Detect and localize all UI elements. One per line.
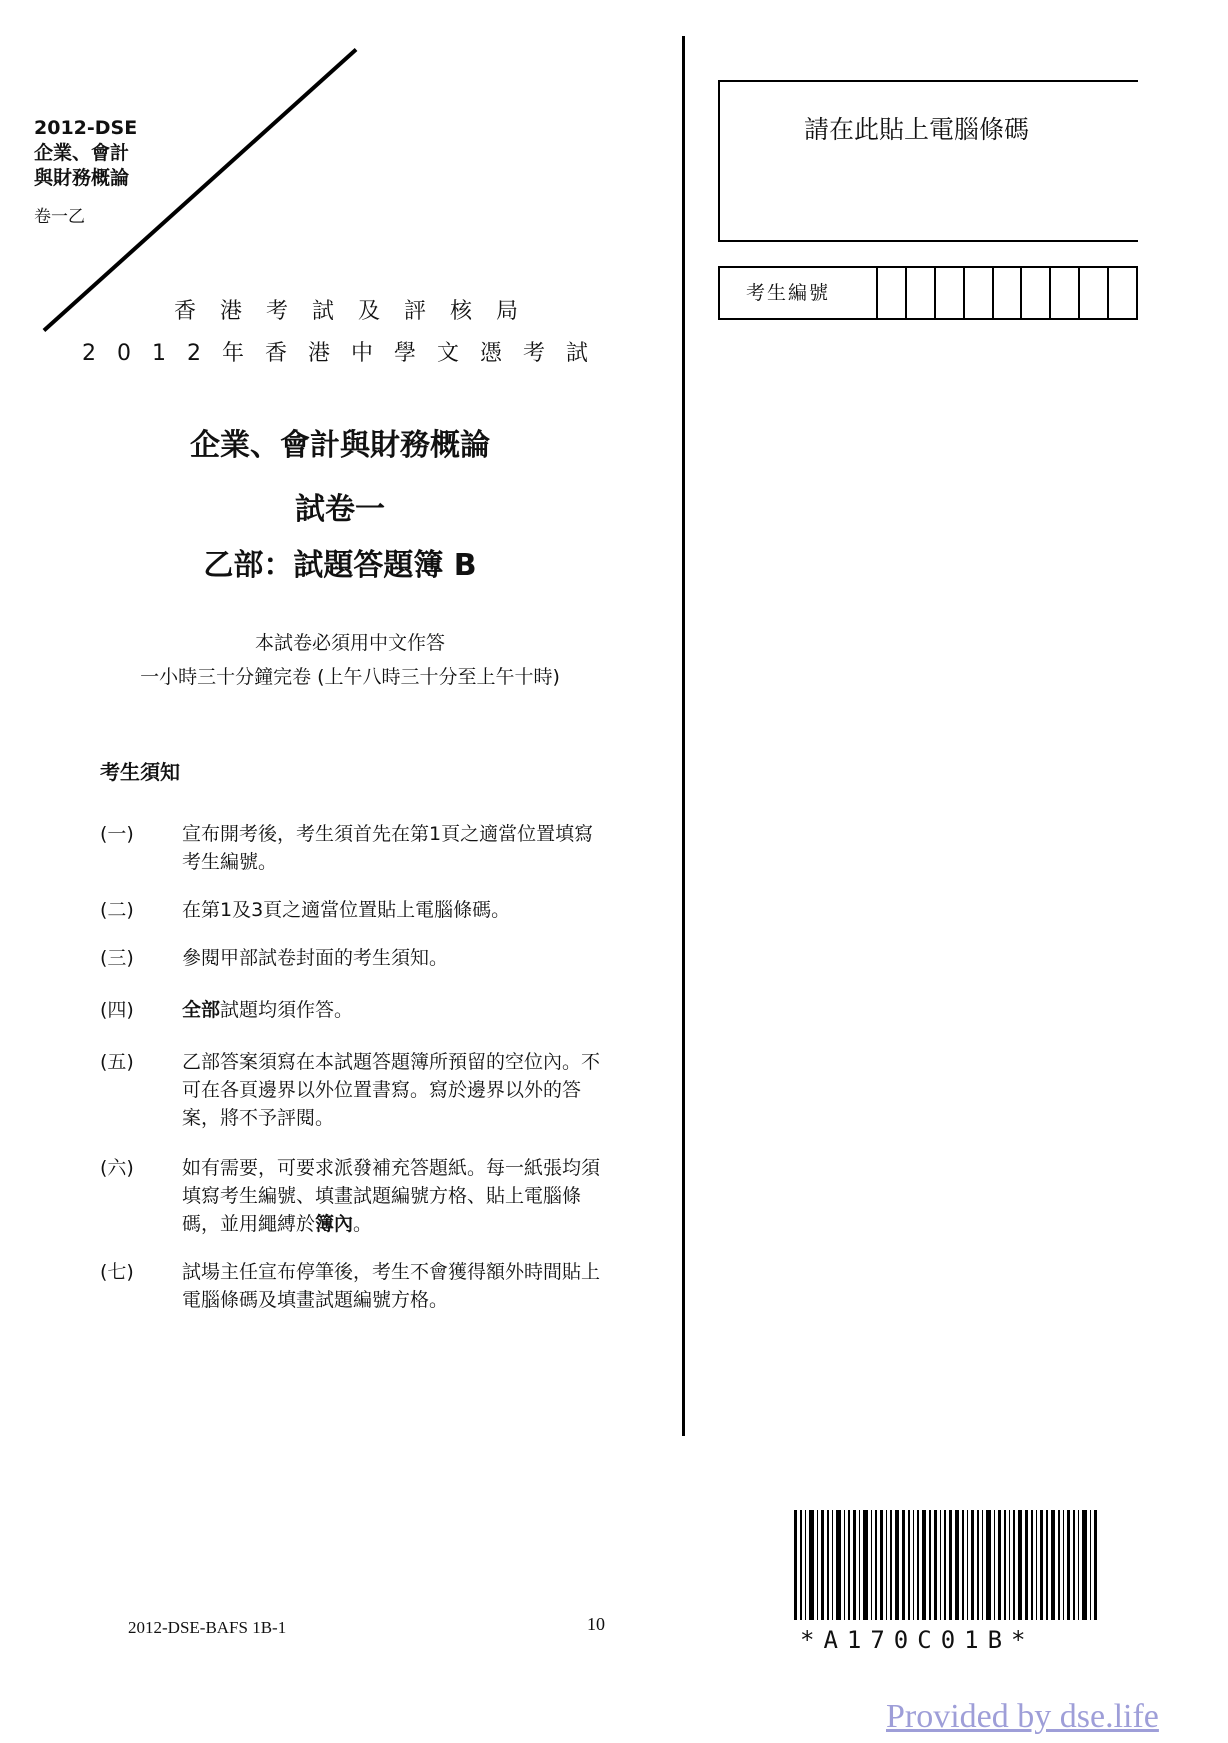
barcode-bar xyxy=(844,1510,846,1620)
barcode-bar xyxy=(1067,1510,1070,1620)
barcode-bar xyxy=(836,1510,841,1620)
barcode-bar xyxy=(1013,1510,1015,1620)
corner-subject-line1: 企業、會計 xyxy=(34,142,130,164)
barcode-bar xyxy=(817,1510,819,1620)
page-number: 10 xyxy=(587,1614,605,1634)
barcode-bar xyxy=(922,1510,927,1620)
barcode-bar xyxy=(967,1510,969,1620)
note-text: 在第1及3頁之適當位置貼上電腦條碼。 xyxy=(182,899,511,921)
barcode-bar xyxy=(998,1510,1001,1620)
barcode-bar xyxy=(977,1510,979,1620)
note-number: (六) xyxy=(100,1157,134,1179)
note-text: 宣布開考後，考生須首先在第1頁之適當位置填寫考生編號。 xyxy=(182,823,594,873)
note-text: 參閱甲部試卷封面的考生須知。 xyxy=(182,947,449,969)
barcode-bar xyxy=(908,1510,910,1620)
barcode-sticker-box xyxy=(718,80,1138,242)
barcode-bar xyxy=(1090,1510,1092,1620)
barcode-bar xyxy=(832,1510,834,1620)
barcode-bar xyxy=(827,1510,829,1620)
note-main: 如有需要，可要求派發補充答題紙。每一紙張均須填寫考生編號、填畫試題編號方格、貼上電腦條碼，並用繩縛於 xyxy=(182,1157,601,1235)
barcode-bar xyxy=(805,1510,807,1620)
barcode-bar xyxy=(794,1510,797,1620)
barcode-bar xyxy=(1046,1510,1048,1620)
barcode-bar xyxy=(929,1510,931,1620)
note-item xyxy=(100,1154,620,1238)
barcode-bar xyxy=(913,1510,915,1620)
note-bold: 簿內 xyxy=(315,1213,354,1235)
vertical-divider xyxy=(682,36,685,1436)
corner-paper: 卷一乙 xyxy=(34,207,85,227)
barcode-bar xyxy=(863,1510,868,1620)
barcode-bar xyxy=(871,1510,873,1620)
subject-title: 企業、會計與財務概論 xyxy=(190,428,490,463)
barcode-bar xyxy=(821,1510,824,1620)
exam-name: 2012年香港中學文憑考試 xyxy=(82,341,609,366)
note-number: (七) xyxy=(100,1261,134,1283)
barcode-box-label: 請在此貼上電腦條碼 xyxy=(804,115,1030,144)
note-bold: 全部 xyxy=(182,999,221,1021)
candidate-number-label: 考生編號 xyxy=(720,268,878,318)
provided-by-link[interactable]: Provided by dse.life xyxy=(886,1698,1159,1735)
barcode-text: *A170C01B* xyxy=(800,1626,1035,1654)
note-number: (一) xyxy=(100,823,134,845)
barcode-bar xyxy=(1018,1510,1023,1620)
barcode-bar xyxy=(853,1510,856,1620)
barcode-bar xyxy=(1063,1510,1065,1620)
barcode-bar xyxy=(1073,1510,1075,1620)
barcode-bar xyxy=(1051,1510,1056,1620)
barcode-bar xyxy=(982,1510,984,1620)
barcode-bar xyxy=(962,1510,964,1620)
candidate-digit-cell[interactable] xyxy=(1080,268,1109,318)
barcode-bar xyxy=(886,1510,888,1620)
note-number: (三) xyxy=(100,947,134,969)
barcode-bar xyxy=(890,1510,892,1620)
note-item xyxy=(100,1048,620,1132)
note-number: (二) xyxy=(100,899,134,921)
note-item xyxy=(100,944,620,972)
barcode-bar xyxy=(917,1510,919,1620)
barcode-bar xyxy=(1082,1510,1087,1620)
note-end: 。 xyxy=(353,1213,373,1235)
barcode-bar xyxy=(880,1510,883,1620)
barcode-bar xyxy=(1058,1510,1060,1620)
barcode-bar xyxy=(940,1510,942,1620)
paper-title: 試卷一 xyxy=(295,492,385,527)
corner-year-code: 2012-DSE xyxy=(34,117,138,139)
note-item xyxy=(100,1258,620,1314)
candidate-digit-cell[interactable] xyxy=(907,268,936,318)
candidate-number-box xyxy=(718,266,1138,320)
note-rest: 試題均須作答。 xyxy=(220,999,354,1021)
notes-heading: 考生須知 xyxy=(100,760,180,784)
note-text: 試場主任宣布停筆後，考生不會獲得額外時間貼上電腦條碼及填畫試題編號方格。 xyxy=(182,1261,601,1311)
candidate-digit-cell[interactable] xyxy=(1022,268,1051,318)
note-number: (五) xyxy=(100,1051,134,1073)
barcode-bar xyxy=(1004,1510,1006,1620)
footer-paper-code: 2012-DSE-BAFS 1B-1 xyxy=(128,1618,287,1637)
barcode-bar xyxy=(1031,1510,1033,1620)
barcode-bar xyxy=(859,1510,861,1620)
barcode-bar xyxy=(955,1510,960,1620)
barcode-bar xyxy=(949,1510,952,1620)
barcode-bar xyxy=(1094,1510,1097,1620)
barcode-bar xyxy=(1036,1510,1038,1620)
note-text xyxy=(182,1154,612,1238)
barcode-bars xyxy=(794,1510,1144,1620)
candidate-digit-cell[interactable] xyxy=(994,268,1023,318)
barcode-bar xyxy=(934,1510,937,1620)
barcode-bar xyxy=(848,1510,850,1620)
barcode-bar xyxy=(986,1510,991,1620)
barcode-bar xyxy=(895,1510,900,1620)
barcode-bar xyxy=(1078,1510,1080,1620)
barcode-bar xyxy=(800,1510,802,1620)
barcode-bar xyxy=(1025,1510,1028,1620)
note-item xyxy=(100,896,620,924)
candidate-digit-cell[interactable] xyxy=(1051,268,1080,318)
barcode-bar xyxy=(809,1510,814,1620)
candidate-digit-cell[interactable] xyxy=(1109,268,1138,318)
barcode-bar xyxy=(902,1510,905,1620)
barcode-bar xyxy=(875,1510,877,1620)
language-instruction: 本試卷必須用中文作答 xyxy=(254,632,445,654)
barcode-bar xyxy=(971,1510,974,1620)
candidate-digit-cell[interactable] xyxy=(965,268,994,318)
note-item xyxy=(100,820,620,876)
candidate-digit-cell[interactable] xyxy=(936,268,965,318)
note-text: 乙部答案須寫在本試題答題簿所預留的空位內。不可在各頁邊界以外位置書寫。寫於邊界以外的答案，將不予評閱。 xyxy=(182,1051,601,1129)
corner-label xyxy=(34,116,137,230)
barcode-bar xyxy=(994,1510,996,1620)
note-item xyxy=(100,996,620,1024)
note-text xyxy=(182,996,612,1024)
barcode-bar xyxy=(1009,1510,1011,1620)
note-number: (四) xyxy=(100,999,134,1021)
barcode-bar xyxy=(944,1510,946,1620)
section-title: 乙部：試題答題簿 B xyxy=(203,548,477,583)
duration-instruction: 一小時三十分鐘完卷 (上午八時三十分至上午十時) xyxy=(140,666,560,688)
barcode-bar xyxy=(1040,1510,1043,1620)
candidate-digit-cell[interactable] xyxy=(878,268,907,318)
corner-subject-line2: 與財務概論 xyxy=(34,167,130,189)
authority-name: 香港考試及評核局 xyxy=(174,299,543,324)
